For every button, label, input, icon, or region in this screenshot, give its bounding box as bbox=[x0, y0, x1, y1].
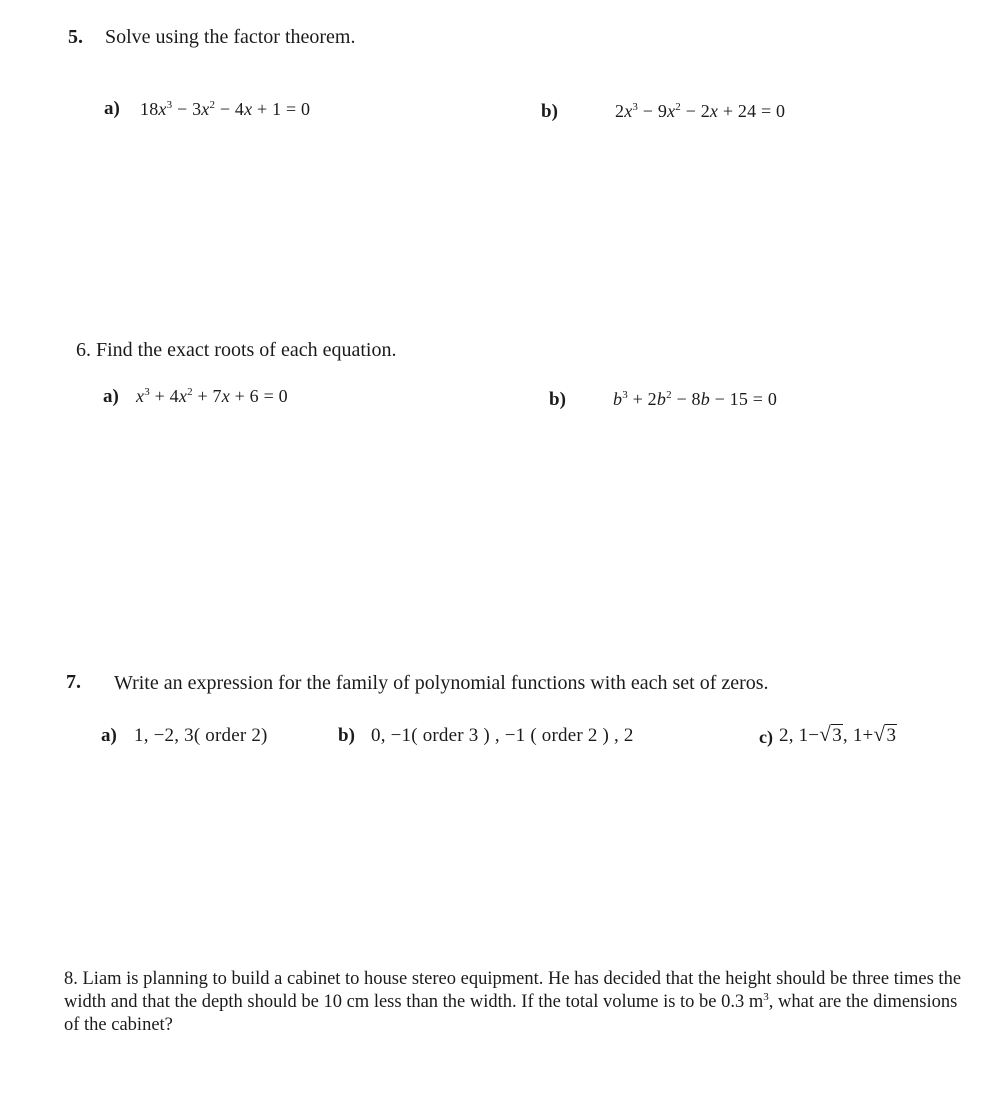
question-6b-equation: $b^3 + 2b^2 - 8b - 15 = 0$ bbox=[613, 389, 778, 409]
question-6a-label: a) bbox=[103, 386, 119, 407]
question-5-number: 5. bbox=[68, 26, 83, 48]
question-7b-zeros: 0, −1( order 3 ) , −1 ( order 2 ) , 2 bbox=[371, 725, 634, 746]
question-7a-label: a) bbox=[101, 725, 117, 746]
question-5b-label: b) bbox=[541, 101, 558, 122]
question-8-text-main: 8. Liam is planning to build a cabinet to house stereo equipment. He has decided that the height should be three times the width and that the depth should be 10 cm less than the width. If the total volume is to be 0.3 m bbox=[64, 969, 962, 1012]
question-7-number: 7. bbox=[66, 671, 81, 693]
question-8-text-end: , what are the dimensions of the cabinet? bbox=[64, 992, 958, 1035]
question-7-prompt: Write an expression for the family of polynomial functions with each set of zeros. bbox=[114, 672, 769, 694]
question-5a-label: a) bbox=[104, 98, 120, 119]
question-6-prompt: 6. Find the exact roots of each equation. bbox=[76, 339, 397, 361]
question-5a-equation: $18x^3 - 3x^2 - 4x + 1 = 0$ bbox=[140, 99, 311, 119]
question-7c-label: c) bbox=[759, 727, 773, 747]
question-7b-label: b) bbox=[338, 725, 355, 746]
question-8-exponent: 3 bbox=[763, 990, 769, 1003]
question-7c-zeros: 2, 1−√ 3, 1+√ 3 bbox=[779, 725, 897, 747]
question-5-prompt: Solve using the factor theorem. bbox=[105, 26, 356, 48]
question-8-text bbox=[64, 968, 964, 1037]
question-6b-label: b) bbox=[549, 389, 566, 410]
question-6a-equation: $x^3 + 4x^2 + 7x + 6 = 0$ bbox=[136, 386, 288, 406]
question-7a-zeros: 1, −2, 3( order 2) bbox=[134, 725, 268, 746]
question-5b-equation: $2x^3 - 9x^2 - 2x + 24 = 0$ bbox=[615, 101, 786, 121]
